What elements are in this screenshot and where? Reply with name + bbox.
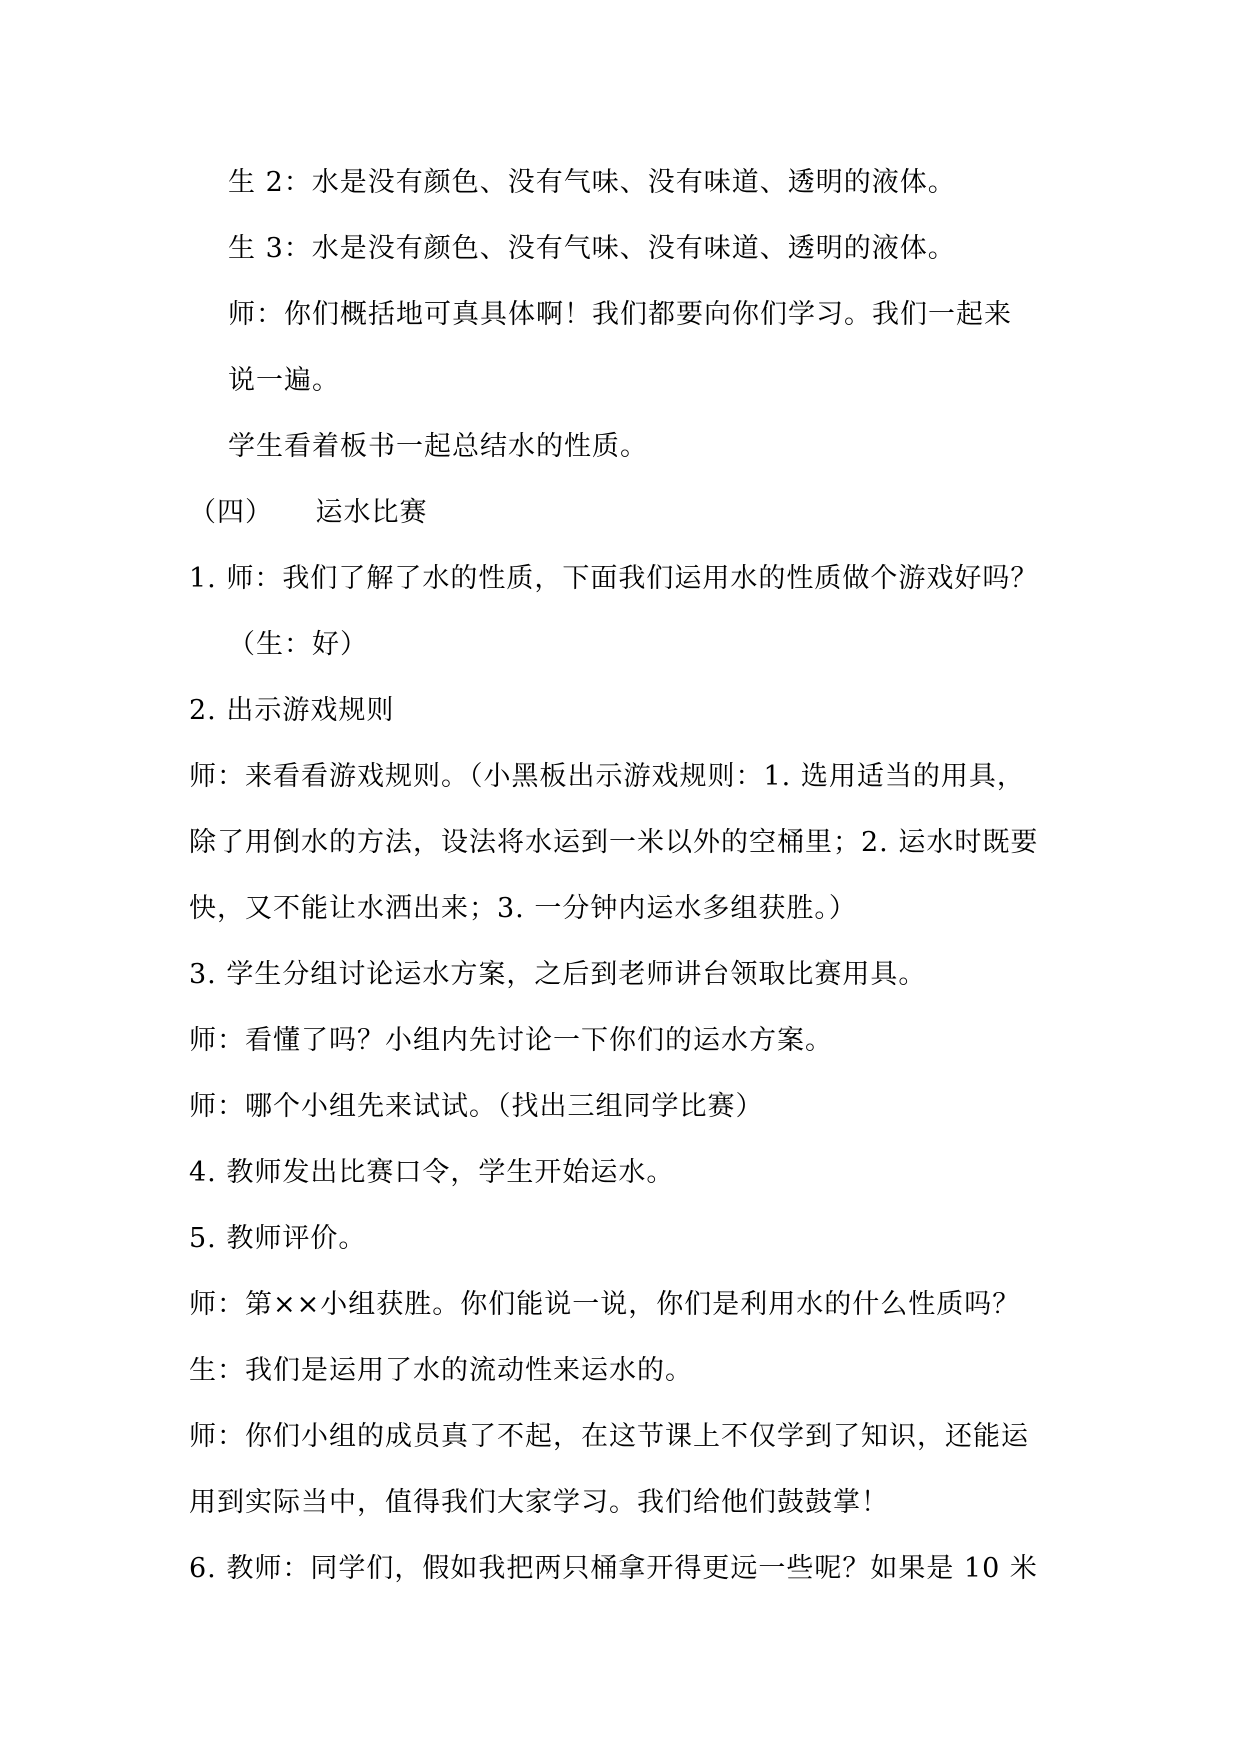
narration-line: 学生看着板书一起总结水的性质。: [228, 431, 648, 462]
rules-paragraph-line-1: 师：来看看游戏规则。（小黑板出示游戏规则：1. 选用适当的用具，: [189, 761, 1025, 792]
step-5-line: 5. 教师评价。: [189, 1223, 367, 1254]
dialogue-line-student-2: 生 2：水是没有颜色、没有气味、没有味道、透明的液体。: [228, 167, 956, 198]
teacher-question-line: 师：看懂了吗？小组内先讨论一下你们的运水方案。: [189, 1025, 833, 1056]
step-6-line: 6. 教师：同学们，假如我把两只桶拿开得更远一些呢？如果是 10 米: [189, 1553, 1038, 1584]
teacher-evaluation-line: 师：第××小组获胜。你们能说一说，你们是利用水的什么性质吗？: [189, 1289, 1021, 1320]
teacher-praise-line-2: 用到实际当中，值得我们大家学习。我们给他们鼓鼓掌！: [189, 1487, 889, 1518]
step-1-line: 1. 师：我们了解了水的性质，下面我们运用水的性质做个游戏好吗？: [189, 563, 1039, 594]
step-4-line: 4. 教师发出比赛口令，学生开始运水。: [189, 1157, 675, 1188]
rules-paragraph-line-2: 除了用倒水的方法，设法将水运到一米以外的空桶里；2. 运水时既要: [189, 827, 1039, 858]
rules-paragraph-line-3: 快，又不能让水洒出来；3. 一分钟内运水多组获胜。）: [189, 893, 857, 924]
section-heading: （四） 运水比赛: [189, 497, 428, 528]
step-2-line: 2. 出示游戏规则: [189, 695, 395, 726]
step-1-response: （生：好）: [228, 629, 368, 660]
dialogue-line-teacher: 师：你们概括地可真具体啊！我们都要向你们学习。我们一起来: [228, 299, 1012, 330]
step-3-line: 3. 学生分组讨论运水方案，之后到老师讲台领取比赛用具。: [189, 959, 927, 990]
student-answer-line: 生：我们是运用了水的流动性来运水的。: [189, 1355, 693, 1386]
teacher-prompt-line: 师：哪个小组先来试试。（找出三组同学比赛）: [189, 1091, 764, 1122]
dialogue-line-teacher-continued: 说一遍。: [228, 365, 340, 396]
dialogue-line-student-3: 生 3：水是没有颜色、没有气味、没有味道、透明的液体。: [228, 233, 956, 264]
teacher-praise-line-1: 师：你们小组的成员真了不起，在这节课上不仅学到了知识，还能运: [189, 1421, 1029, 1452]
